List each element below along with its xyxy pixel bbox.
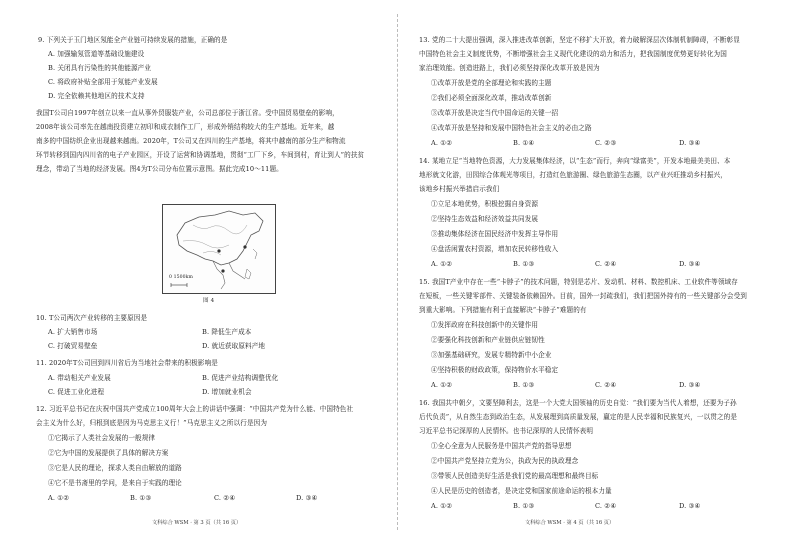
- page-4: [397, 0, 794, 544]
- q16-stem-line: 后代负责”，从自然生态到政治生态，从发展理到高质量发展，赢定的是人民幸福和民族复兴，一以贯之的是: [419, 413, 738, 421]
- q14-statement-3: ③推动集体经济在国民经济中发挥主导作用: [431, 230, 559, 238]
- q14-stem-line: 该地乡村振兴举措启示我们: [419, 185, 500, 193]
- q16-statement-3: ③带领人民创造美好生活是我们党的最高理想和最终目标: [431, 472, 599, 480]
- q13-option-a: A. ①②: [431, 139, 453, 147]
- q15-stem-line: 到重大影响。下列措施有利于直接解决“卡脖子”难题的有: [419, 306, 587, 314]
- q16-statement-2: ②中国共产党坚持立党为公，执政为民的执政理念: [431, 457, 579, 465]
- q15-stem-line: 15. 我国T产业中存在一些“卡脖子”的技术问题，特别是芯片、发动机、材料、数控机床、工业软件等领域存: [419, 278, 738, 286]
- q13-option-c: C. ②③: [595, 139, 617, 147]
- q12-stem-line: 12. 习近平总书记在庆祝中国共产党成立100周年大会上的讲话中强调：“中国共产党为什么能、中国特色社: [36, 405, 354, 413]
- q11-option-d: D. 增加就业机会: [202, 388, 252, 396]
- map-scale-label: 0 1500km: [169, 275, 194, 280]
- q15-option-b: B. ①③: [513, 381, 535, 389]
- passage-line: 我国T公司自1997年创立以来一直从事外贸服装产业，公司总部位于浙江省。受中国贸易壁垒的影响，: [36, 109, 339, 117]
- q9-option-d: D. 完全依赖其他地区的技术支持: [48, 92, 145, 100]
- q9-option-b: B. 关闭具有污染性的其他能源产业: [48, 64, 152, 72]
- q14-stem-line: 14. 某地立足“当地特色资源，大力发展集体经济，以“生态”而行，奔向“绿富美”，开发本地最美美田、本: [419, 157, 731, 165]
- q15-option-a: A. ①②: [431, 381, 453, 389]
- figure-caption: 图 4: [203, 298, 215, 304]
- q14-statement-4: ④盘活闲置农村资源，增加农民转移性收入: [431, 245, 559, 253]
- q13-option-b: B. ①④: [513, 139, 535, 147]
- q15-option-c: C. ②④: [595, 381, 617, 389]
- q11-option-a: A. 带动相关产业发展: [48, 374, 111, 382]
- passage-line: 南多的中国纺织企业出现越来越南。2020年，T公司又在四川的生产基地，将其中越南的部分生产和物流: [36, 137, 346, 145]
- q13-statement-4: ④改革开放是坚持和发展中国特色社会主义的必由之路: [431, 124, 592, 132]
- q11-option-b: B. 促进产业结构调整优化: [202, 374, 279, 382]
- q12-option-b: B. ①③: [130, 494, 152, 502]
- q12-statement-1: ①它揭示了人类社会发展的一般规律: [48, 434, 156, 442]
- q14-option-a: A. ①②: [431, 260, 453, 268]
- q13-stem-line: 13. 党的二十大提出强调，深入推进改革创新，坚定不移扩大开放，着力破解深层次体制机制障碍，不断彰显: [419, 36, 740, 44]
- q10-option-c: C. 打破贸易壁垒: [48, 342, 98, 350]
- q10-option-a: A. 扩大销售市场: [48, 328, 98, 336]
- q13-statement-3: ③改革开放是决定当代中国命运的关键一招: [431, 109, 559, 117]
- q12-statement-3: ③它是人民的理论，探求人类自由解放的道路: [48, 464, 182, 472]
- q14-option-d: D. ③④: [679, 260, 701, 268]
- q14-statement-2: ②坚持生态效益和经济效益共同发展: [431, 215, 539, 223]
- q15-statement-3: ③加强基础研究，发展专精特新中小企业: [431, 351, 552, 359]
- q9-option-c: C. 将政府补贴全部用于氖能产业发展: [48, 78, 158, 86]
- q16-option-b: B. ①③: [513, 502, 535, 510]
- q10-stem: 10. T公司两次产业转移的主要原因是: [36, 314, 148, 322]
- passage-line: 2008年该公司率先在越南投资建立初印和成衣制作工厂，形成外销结构较大的生产基地。近年来，越: [36, 123, 335, 131]
- q16-stem-line: 16. 我国共中朝夕，文要坚障利去，这是一个大党大国领袖的历史自觉：“我们要为当代人着想，还要为子孙: [419, 399, 737, 407]
- q12-option-d: D. ③④: [296, 494, 318, 502]
- q12-statement-2: ②它为中国的发展提供了具体的解决方案: [48, 449, 169, 457]
- q15-statement-2: ②要强化科技创新和产业链供应链韧性: [431, 336, 545, 344]
- q11-stem: 11. 2020年T公司回到四川省后为当地社会带来的积极影响是: [36, 359, 218, 367]
- q15-statement-4: ④坚持积极的财政政策，保持物价水平稳定: [431, 366, 559, 374]
- page-3-footer: 文科综合 WSM · 第 3 页（共 16 页）: [152, 520, 242, 526]
- q16-option-a: A. ①②: [431, 502, 453, 510]
- q16-statement-4: ④人民是历史的创造者，是决定党和国家前途命运的根本力量: [431, 487, 612, 495]
- q11-option-c: C. 促进工业化进程: [48, 388, 105, 396]
- q16-stem-line: 习近平总书记深厚的人民情怀。也书记深厚的人民情怀表明: [419, 427, 594, 435]
- page-4-footer: 文科综合 WSM · 第 4 页（共 16 页）: [525, 520, 615, 526]
- q12-statement-4: ④它不是书斋里的学问，是来自于实践的理论: [48, 479, 182, 487]
- q12-option-c: C. ②④: [214, 494, 236, 502]
- passage-line: 理念，带动了当地的经济发展。图4为T公司分布位置示意图。据此完成10～11题。: [36, 165, 283, 173]
- q12-stem-line: 会主义为什么好，归根到底是因为马克思主义行！”马克思主义之所以行是因为: [36, 419, 268, 427]
- passage-line: 环节转移到国内四川省的电子产业园区，开设了运营和协调基地，贯彻“工厂下乡，车间到村，育让到人”的扶贫: [36, 151, 365, 159]
- q9-option-a: A. 加强输氖管道等基础设施建设: [48, 50, 145, 58]
- q16-option-d: D. ③④: [679, 502, 701, 510]
- q9-stem: 9. 下列关于玉门地区氖能全产业链可持续发展的措施，正确的是: [38, 36, 228, 44]
- q14-statement-1: ①立足本地优势，积极挖掘自身资源: [431, 200, 539, 208]
- q16-statement-1: ①全心全意为人民服务是中国共产党的指导思想: [431, 442, 572, 450]
- q15-option-d: D. ③④: [679, 381, 701, 389]
- q10-option-d: D. 就近获取原料产地: [202, 342, 266, 350]
- q13-option-d: D. ③④: [679, 139, 701, 147]
- q15-stem-line: 在短板，一些关键零部件、关键装备依赖国外。目前，国外一封疏我们，我们把国外持有的一些关键部分会受到: [419, 292, 747, 300]
- q14-option-c: C. ②④: [595, 260, 617, 268]
- q10-option-b: B. 降低生产成本: [202, 328, 252, 336]
- q15-statement-1: ①发挥政府在科技创新中的关键作用: [431, 321, 539, 329]
- q14-stem-line: 地形就文化游，田园综合体观光等项目，打造红色旅游圈、绿色旅游生态圈，以产业兴旺推动乡村振兴，: [419, 171, 727, 179]
- q13-statement-1: ①改革开放是党的全部理论和实践的主题: [431, 79, 552, 87]
- q13-statement-2: ②我们必须全面深化改革，推动改革创新: [431, 94, 552, 102]
- q14-option-b: B. ①③: [513, 260, 535, 268]
- q13-stem-line: 中国特色社会主义制度优势，不断增强社会主义现代化建设的动力和活力，把我国制度优势更好转化为国: [419, 50, 727, 58]
- q16-option-c: C. ②④: [595, 502, 617, 510]
- q13-stem-line: 家治理效能。创造进路上，我们必须坚持深化改革开放是因为: [419, 64, 600, 72]
- q12-option-a: A. ①②: [48, 494, 70, 502]
- china-map-figure: [162, 204, 276, 294]
